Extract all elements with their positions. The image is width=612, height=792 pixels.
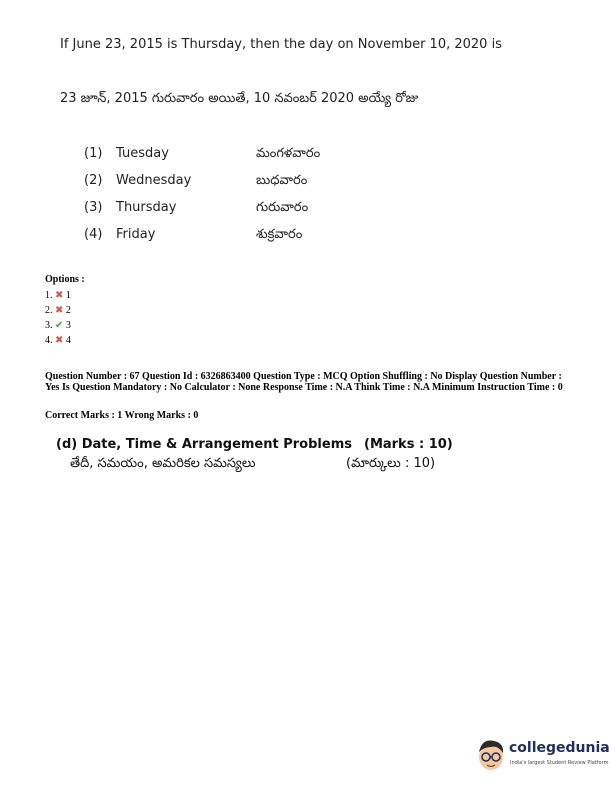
choice-1 [84, 146, 384, 161]
choice-number: (4) [84, 227, 103, 242]
logo-tagline: India's largest Student Review Platform [510, 760, 609, 766]
answer-index: 4. [45, 335, 53, 346]
answer-option-2 [45, 305, 71, 316]
section-marks-telugu: (మార్కులు : 10) [346, 456, 436, 471]
section-marks: (Marks : 10) [364, 437, 453, 452]
answer-value: 3 [65, 320, 71, 331]
choice-3 [84, 200, 384, 215]
cross-icon: ✖ [55, 290, 64, 301]
choice-english: Friday [116, 227, 156, 242]
choice-telugu: గురువారం [256, 200, 309, 215]
logo-wordmark: collegedunia [509, 740, 610, 756]
question-telugu: 23 జూన్, 2015 గురువారం అయితే, 10 నవంబర్ 2020 అయ్యే రోజు [60, 91, 419, 106]
answer-index: 1. [45, 290, 53, 301]
choice-telugu: మంగళవారం [256, 146, 321, 161]
answer-index: 3. [45, 320, 53, 331]
answer-option-4 [45, 335, 71, 346]
answer-value: 2 [65, 305, 71, 316]
choice-english: Wednesday [116, 173, 192, 188]
choice-number: (1) [84, 146, 103, 161]
answer-option-3 [45, 320, 71, 331]
choice-number: (2) [84, 173, 103, 188]
answer-option-1 [45, 290, 71, 301]
marks-info: Correct Marks : 1 Wrong Marks : 0 [45, 410, 199, 421]
answer-index: 2. [45, 305, 53, 316]
choice-4 [84, 227, 384, 242]
choice-telugu: బుధవారం [256, 173, 308, 188]
cross-icon: ✖ [55, 335, 64, 346]
question-english: If June 23, 2015 is Thursday, then the day on November 10, 2020 is [60, 37, 502, 52]
check-icon: ✔ [55, 320, 64, 331]
choice-2 [84, 173, 384, 188]
section-title-telugu: తేదీ, సమయం, అమరికల సమస్యలు [70, 456, 256, 471]
choice-english: Thursday [116, 200, 177, 215]
question-metadata: Question Number : 67 Question Id : 6326863400 Question Type : MCQ Option Shuffling : No Display Question Number : Yes Is Question Mandatory : No Calculator : None Response Time : N.A Think Time : N.A Minimum Instruction Time : 0 [45, 371, 563, 393]
options-label: Options : [45, 274, 85, 285]
cross-icon: ✖ [55, 305, 64, 316]
answer-value: 1 [65, 290, 71, 301]
choice-english: Tuesday [116, 146, 169, 161]
choice-telugu: శుక్రవారం [256, 227, 303, 242]
section-title: (d) Date, Time & Arrangement Problems [56, 437, 352, 452]
answer-value: 4 [65, 335, 71, 346]
choice-number: (3) [84, 200, 103, 215]
